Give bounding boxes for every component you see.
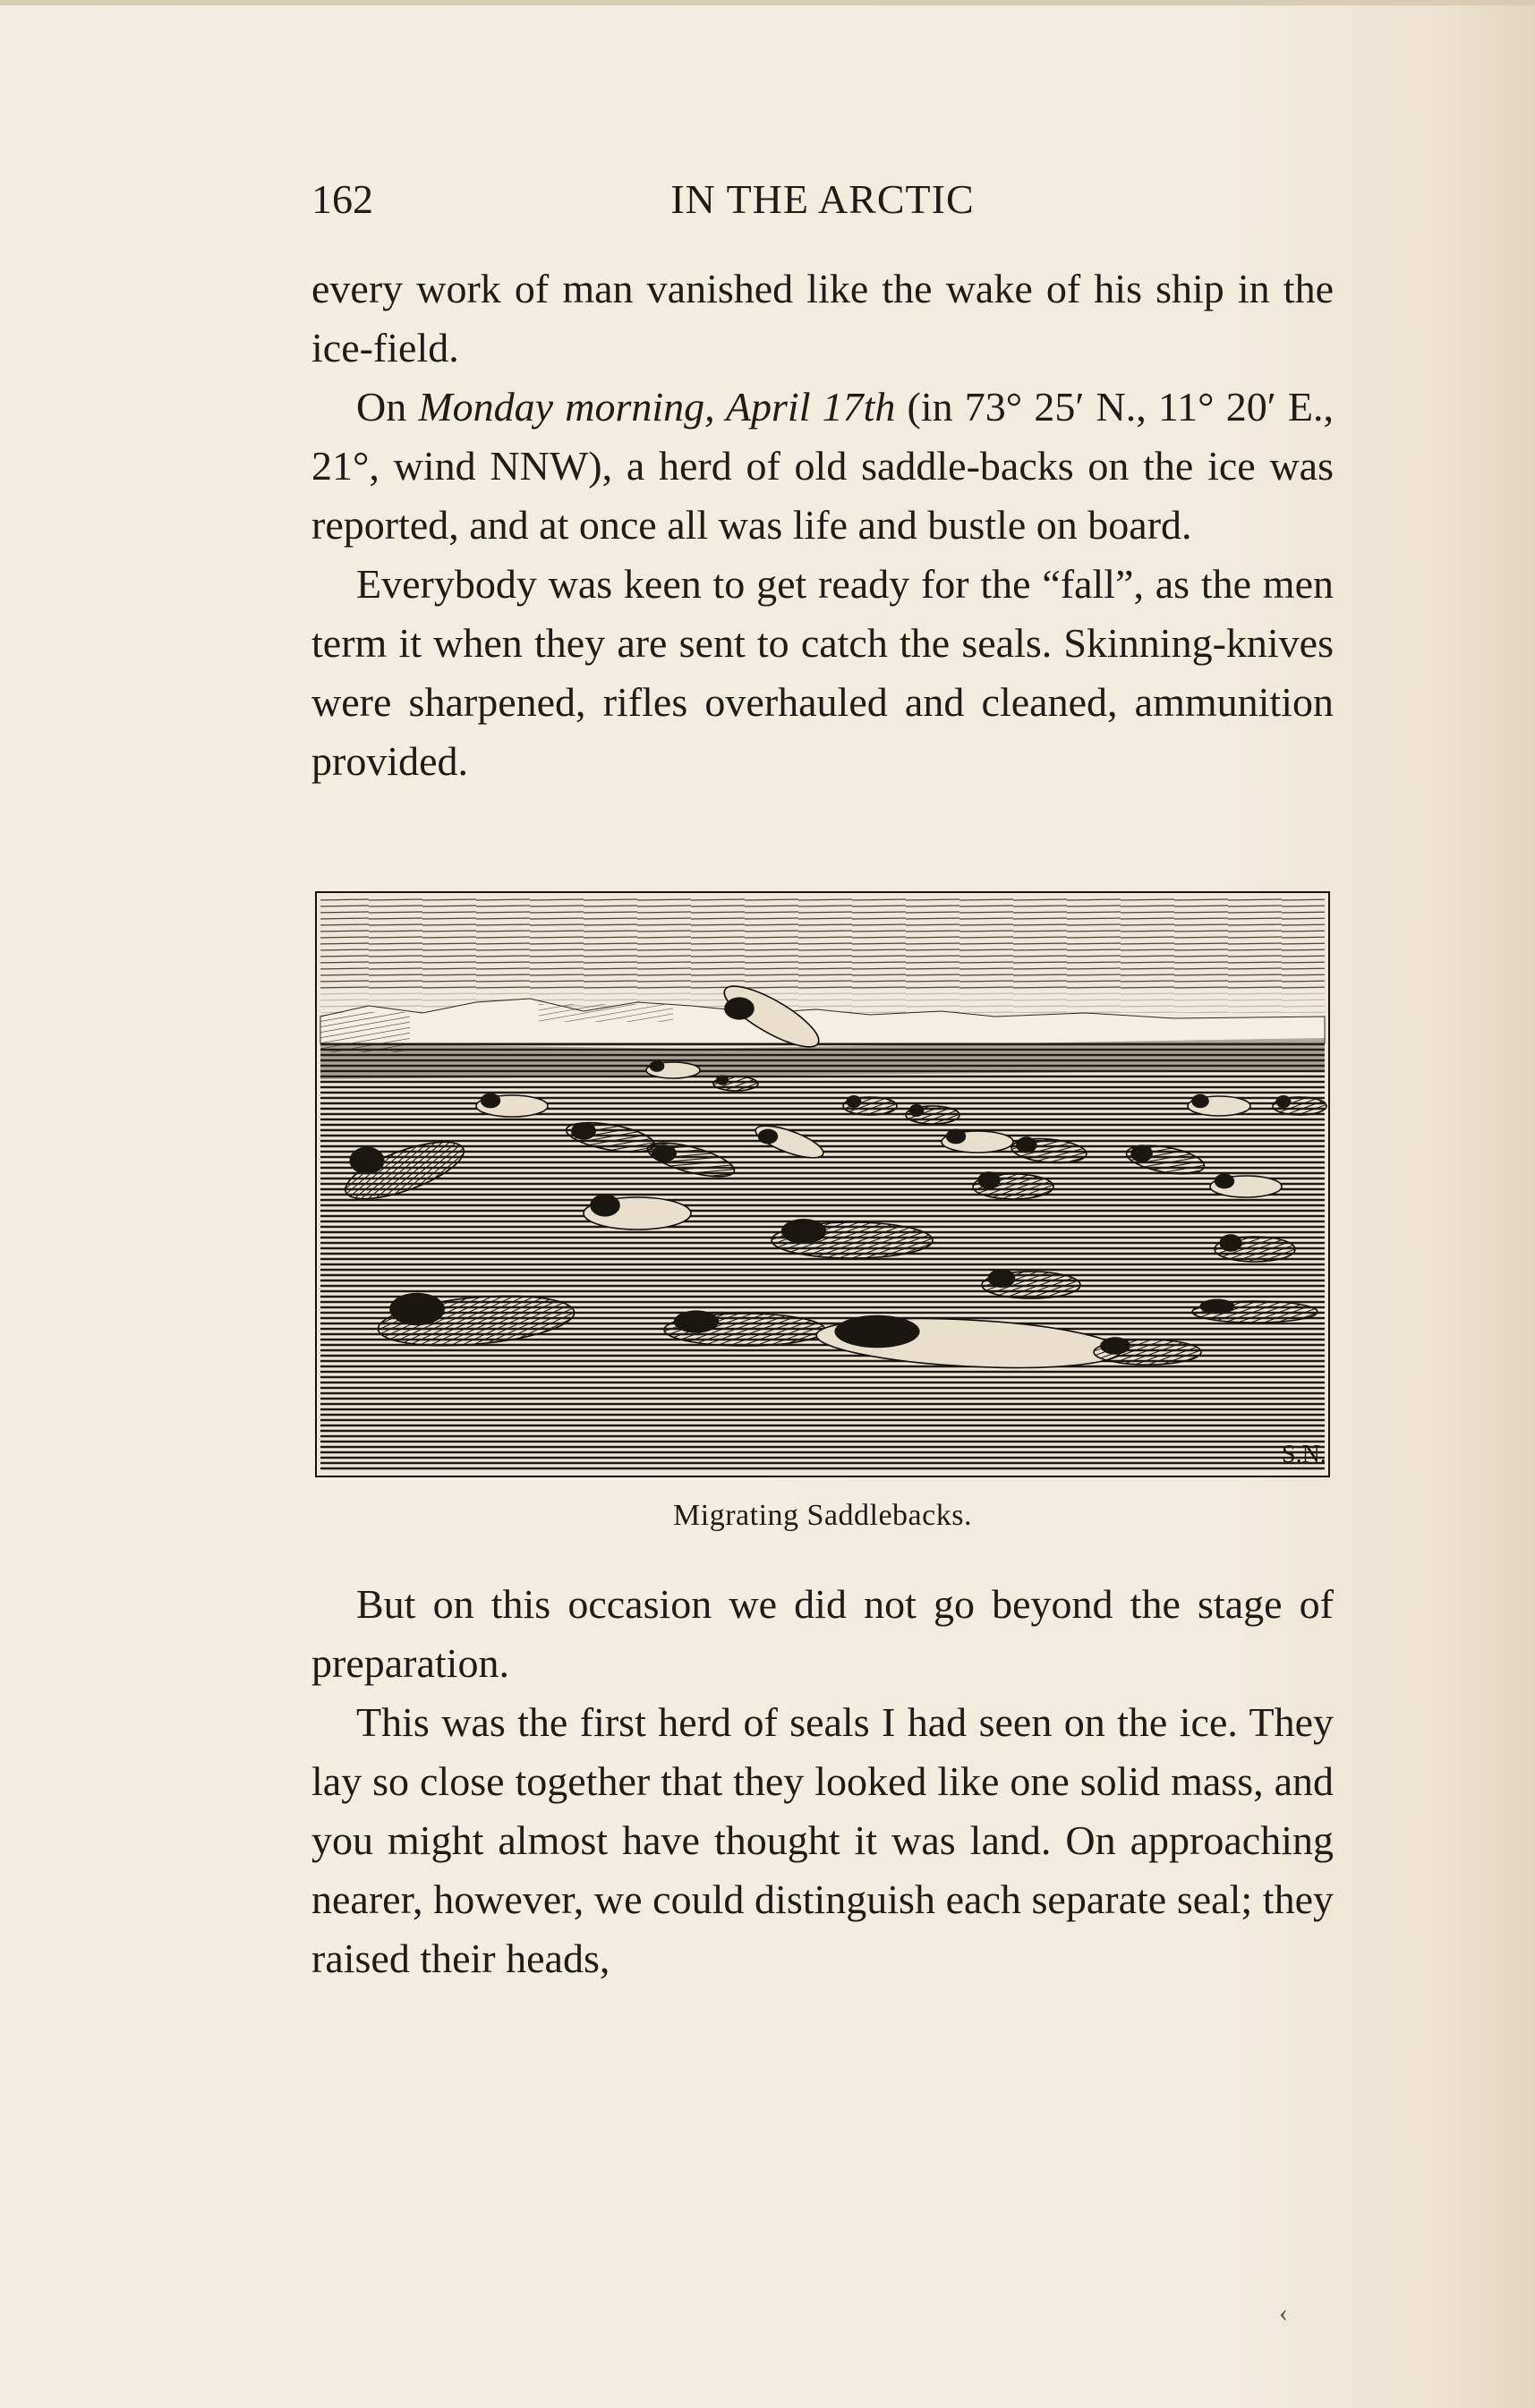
paragraph-1: every work of man vanished like the wake of his ship in the ice-field. xyxy=(311,266,1334,370)
seal-head xyxy=(1219,1234,1241,1252)
seal-head xyxy=(349,1147,384,1175)
seal-head xyxy=(481,1093,500,1109)
seal-head xyxy=(590,1194,620,1216)
seal-head xyxy=(758,1129,778,1144)
illustration-migrating-saddlebacks xyxy=(315,891,1330,1477)
engraving-image xyxy=(315,891,1330,1477)
seal-head xyxy=(652,1144,677,1162)
text-after-figure xyxy=(311,1575,1334,1988)
page-header xyxy=(311,175,1334,229)
seal-head xyxy=(988,1269,1016,1288)
seal-head xyxy=(674,1310,719,1332)
seal-head xyxy=(946,1129,966,1144)
stray-mark: ‹ xyxy=(1279,2298,1288,2327)
seal-head xyxy=(977,1171,1000,1189)
paragraph-2-italic-date: Monday morning, April 17th xyxy=(418,384,896,430)
figure-caption: Migrating Saddlebacks. xyxy=(673,1499,972,1532)
running-title: IN THE ARCTIC xyxy=(670,176,975,222)
seal-head xyxy=(1016,1136,1037,1153)
paragraph-2 xyxy=(311,378,1334,555)
paragraph-4: But on this occasion we did not go beyond the stage of preparation. xyxy=(311,1581,1334,1686)
seal-head xyxy=(1191,1094,1209,1108)
seal-head xyxy=(716,1075,729,1085)
paragraph-3: Everybody was keen to get ready for the “fall”, as the men term it when they are sent to catch the seals. Skinning-knives were sharpened, rifles overhauled and cleaned, ammunition provided. xyxy=(311,561,1334,784)
engraver-signature: S.N. xyxy=(1282,1441,1326,1468)
seal-head xyxy=(847,1095,862,1108)
seal-head xyxy=(909,1104,925,1117)
seal-head xyxy=(781,1219,826,1244)
paragraph-2-run-1: On xyxy=(356,384,419,430)
page-number: 162 xyxy=(311,176,373,222)
seal-head xyxy=(1100,1337,1130,1355)
text-before-figure xyxy=(311,260,1334,791)
seal-head xyxy=(834,1315,919,1348)
seal-head xyxy=(650,1060,665,1072)
page-edge xyxy=(0,0,1535,5)
seal-head xyxy=(1199,1299,1234,1315)
seal-head xyxy=(1130,1144,1153,1162)
seal-head xyxy=(1276,1095,1292,1108)
paragraph-5: This was the first herd of seals I had seen on the ice. They lay so close together that they looked like one solid mass, and you might almost have thought it was land. On approaching nearer, however, we could distinguish each separate seal; they raised their heads, xyxy=(311,1699,1334,1981)
seal-head xyxy=(1215,1174,1234,1189)
seal-head xyxy=(724,997,755,1019)
seal-head xyxy=(571,1122,596,1140)
paragraph-2-run-3: (in 73° 25′ N., 11° 20′ E., 21°, wind NNW), a herd of old saddle-backs on the ice was reported, and at once all was life and bustle on board. xyxy=(311,384,1334,548)
seal-head xyxy=(389,1293,445,1325)
